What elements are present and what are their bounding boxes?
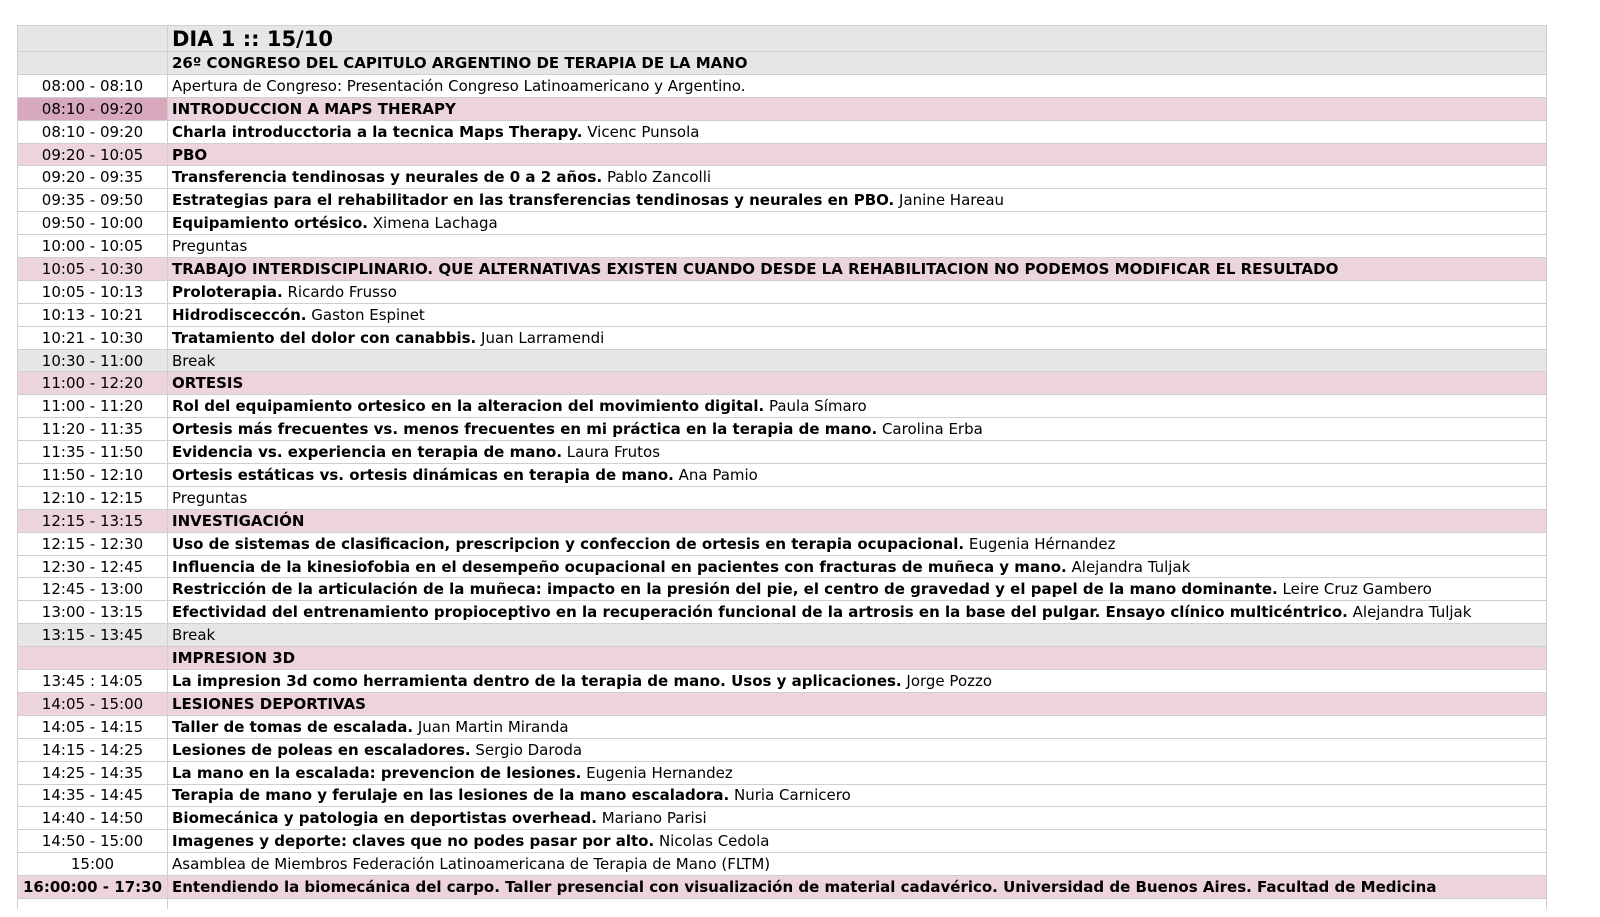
time-cell: 12:30 - 12:45 <box>18 555 168 578</box>
speaker-name: Ricardo Frusso <box>282 282 397 301</box>
session-title: Terapia de mano y ferulaje en las lesiones de la mano escaladora. <box>172 786 730 805</box>
session-title: Ortesis más frecuentes vs. menos frecuentes en mi práctica en la terapia de mano. <box>172 420 878 439</box>
schedule-row <box>18 303 1547 326</box>
content-cell <box>168 303 1547 326</box>
session-title: Restricción de la articulación de la muñeca: impacto en la presión del pie, el centro de gravedad y el papel de la mano dominante. <box>172 580 1278 599</box>
content-cell <box>168 418 1547 441</box>
schedule-row <box>18 486 1547 509</box>
time-cell: 11:00 - 12:20 <box>18 372 168 395</box>
schedule-row <box>18 441 1547 464</box>
time-cell: 14:35 - 14:45 <box>18 784 168 807</box>
schedule-row <box>18 326 1547 349</box>
time-cell: 11:00 - 11:20 <box>18 395 168 418</box>
session-title: PBO <box>172 145 208 164</box>
schedule-row <box>18 280 1547 303</box>
session-title: Ortesis estáticas vs. ortesis dinámicas en terapia de mano. <box>172 465 674 484</box>
time-cell: 10:05 - 10:13 <box>18 280 168 303</box>
content-cell <box>168 830 1547 853</box>
content-cell <box>168 143 1547 166</box>
time-cell: 14:15 - 14:25 <box>18 738 168 761</box>
content-cell <box>168 898 1547 909</box>
schedule-row <box>18 120 1547 143</box>
content-cell <box>168 670 1547 693</box>
speaker-name: Eugenia Hernandez <box>581 763 733 782</box>
schedule-row <box>18 212 1547 235</box>
speaker-name: Juan Larramendi <box>476 328 605 347</box>
section-row <box>18 647 1547 670</box>
session-text: Break <box>172 351 216 370</box>
schedule-row <box>18 670 1547 693</box>
break-row <box>18 349 1547 372</box>
section-row <box>18 692 1547 715</box>
time-cell: 09:20 - 09:35 <box>18 166 168 189</box>
time-cell: 12:15 - 12:30 <box>18 532 168 555</box>
session-title: Efectividad del entrenamiento propioceptivo en la recuperación funcional de la artrosis en la base del pulgar. Ensayo clínico multicéntrico. <box>172 603 1348 622</box>
section-row <box>18 97 1547 120</box>
schedule-row <box>18 807 1547 830</box>
time-cell: 12:10 - 12:15 <box>18 486 168 509</box>
time-cell: 09:50 - 10:00 <box>18 212 168 235</box>
content-cell <box>168 784 1547 807</box>
session-text: Preguntas <box>172 488 248 507</box>
speaker-name: Leire Cruz Gambero <box>1277 580 1432 599</box>
content-cell <box>168 258 1547 281</box>
speaker-name: Jorge Pozzo <box>901 671 993 690</box>
speaker-name: Carolina Erba <box>877 420 983 439</box>
session-title: Evidencia vs. experiencia en terapia de mano. <box>172 443 563 462</box>
content-cell <box>168 280 1547 303</box>
content-cell <box>168 74 1547 97</box>
time-cell: 11:20 - 11:35 <box>18 418 168 441</box>
content-cell <box>168 761 1547 784</box>
session-text: Apertura de Congreso: Presentación Congreso Latinoamericano y Argentino. <box>172 76 746 95</box>
session-title: Equipamiento ortésico. <box>172 214 368 233</box>
session-title: Tratamiento del dolor con canabbis. <box>172 328 477 347</box>
session-title: Imagenes y deporte: claves que no podes pasar por alto. <box>172 832 655 851</box>
session-title: Lesiones de poleas en escaladores. <box>172 740 471 759</box>
congress-title: 26º CONGRESO DEL CAPITULO ARGENTINO DE TERAPIA DE LA MANO <box>168 52 1547 75</box>
session-title: La impresion 3d como herramienta dentro de la terapia de mano. Usos y aplicaciones. <box>172 671 902 690</box>
schedule-row <box>18 853 1547 876</box>
speaker-name: Alejandra Tuljak <box>1347 603 1472 622</box>
time-cell: 11:35 - 11:50 <box>18 441 168 464</box>
time-cell: 15:00 <box>18 853 168 876</box>
time-cell: 13:15 - 13:45 <box>18 624 168 647</box>
session-title: La mano en la escalada: prevencion de lesiones. <box>172 763 582 782</box>
time-cell: 08:10 - 09:20 <box>18 97 168 120</box>
session-title: TRABAJO INTERDISCIPLINARIO. QUE ALTERNATIVAS EXISTEN CUANDO DESDE LA REHABILITACION NO PODEMOS MODIFICAR EL RESULTADO <box>172 259 1339 278</box>
time-cell: 10:30 - 11:00 <box>18 349 168 372</box>
session-title: Entendiendo la biomecánica del carpo. Taller presencial con visualización de material cadavérico. Universidad de Buenos Aires. Facultad de Medicina <box>172 878 1437 896</box>
schedule-row <box>18 601 1547 624</box>
content-cell <box>168 166 1547 189</box>
time-cell: 08:00 - 08:10 <box>18 74 168 97</box>
day-title-time-cell <box>18 26 168 52</box>
schedule-row <box>18 555 1547 578</box>
speaker-name: Juan Martin Miranda <box>413 717 569 736</box>
content-cell <box>168 349 1547 372</box>
schedule-row <box>18 166 1547 189</box>
time-cell: 08:10 - 09:20 <box>18 120 168 143</box>
session-text: Preguntas <box>172 237 248 256</box>
time-cell: 12:15 - 13:15 <box>18 509 168 532</box>
congress-title-row <box>18 52 1547 75</box>
content-cell <box>168 486 1547 509</box>
time-cell: 14:25 - 14:35 <box>18 761 168 784</box>
time-cell: 09:20 - 10:05 <box>18 143 168 166</box>
content-cell <box>168 235 1547 258</box>
schedule-row <box>18 715 1547 738</box>
schedule-body <box>18 26 1547 909</box>
content-cell <box>168 395 1547 418</box>
trailing-empty-row <box>18 898 1547 909</box>
schedule-row <box>18 830 1547 853</box>
content-cell <box>168 464 1547 487</box>
speaker-name: Nicolas Cedola <box>654 832 770 851</box>
session-text: Break <box>172 626 216 645</box>
speaker-name: Janine Hareau <box>894 191 1005 210</box>
content-cell <box>168 97 1547 120</box>
session-title: Estrategias para el rehabilitador en las transferencias tendinosas y neurales en PBO. <box>172 191 895 210</box>
content-cell <box>168 189 1547 212</box>
congress-title-time-cell <box>18 52 168 75</box>
content-cell <box>168 441 1547 464</box>
time-cell: 14:50 - 15:00 <box>18 830 168 853</box>
session-title: LESIONES DEPORTIVAS <box>172 694 366 713</box>
session-title: Influencia de la kinesiofobia en el desempeño ocupacional en pacientes con fracturas de muñeca y mano. <box>172 557 1067 576</box>
speaker-name: Ximena Lachaga <box>368 214 498 233</box>
content-cell <box>168 578 1547 601</box>
session-title: Charla introducctoria a la tecnica Maps Therapy. <box>172 122 583 141</box>
schedule-row <box>18 74 1547 97</box>
time-cell: 13:45 : 14:05 <box>18 670 168 693</box>
time-cell: 10:13 - 10:21 <box>18 303 168 326</box>
content-cell <box>168 120 1547 143</box>
speaker-name: Alejandra Tuljak <box>1066 557 1191 576</box>
session-title: INVESTIGACIÓN <box>172 511 305 530</box>
time-cell: 14:05 - 15:00 <box>18 692 168 715</box>
time-cell <box>18 898 168 909</box>
time-cell: 13:00 - 13:15 <box>18 601 168 624</box>
speaker-name: Vicenc Punsola <box>582 122 700 141</box>
section-row <box>18 143 1547 166</box>
content-cell <box>168 647 1547 670</box>
speaker-name: Paula Símaro <box>764 397 867 416</box>
session-title: Taller de tomas de escalada. <box>172 717 414 736</box>
content-cell <box>168 807 1547 830</box>
session-title: Uso de sistemas de clasificacion, prescripcion y confeccion de ortesis en terapia ocupacional. <box>172 534 965 553</box>
content-cell <box>168 876 1547 899</box>
speaker-name: Mariano Parisi <box>596 809 707 828</box>
time-cell: 10:00 - 10:05 <box>18 235 168 258</box>
session-title: Rol del equipamiento ortesico en la alteracion del movimiento digital. <box>172 397 765 416</box>
content-cell <box>168 624 1547 647</box>
schedule-row <box>18 532 1547 555</box>
speaker-name: Nuria Carnicero <box>729 786 851 805</box>
time-cell <box>18 647 168 670</box>
section-row <box>18 372 1547 395</box>
session-title: Transferencia tendinosas y neurales de 0 a 2 años. <box>172 168 603 187</box>
time-cell: 10:21 - 10:30 <box>18 326 168 349</box>
schedule-row <box>18 761 1547 784</box>
content-cell <box>168 326 1547 349</box>
schedule-row <box>18 189 1547 212</box>
speaker-name: Gaston Espinet <box>306 305 425 324</box>
day-title-row <box>18 26 1547 52</box>
content-cell <box>168 692 1547 715</box>
break-row <box>18 624 1547 647</box>
speaker-name: Ana Pamio <box>673 465 758 484</box>
session-title: IMPRESION 3D <box>172 649 296 668</box>
time-cell: 10:05 - 10:30 <box>18 258 168 281</box>
schedule-table <box>17 25 1547 909</box>
time-cell: 12:45 - 13:00 <box>18 578 168 601</box>
session-title: INTRODUCCION A MAPS THERAPY <box>172 99 456 118</box>
schedule-row <box>18 876 1547 899</box>
section-row <box>18 258 1547 281</box>
day-title: DIA 1 :: 15/10 <box>168 26 1547 52</box>
schedule-row <box>18 464 1547 487</box>
session-title: Biomecánica y patologia en deportistas overhead. <box>172 809 597 828</box>
schedule-row <box>18 738 1547 761</box>
time-cell: 16:00:00 - 17:30 <box>18 876 168 899</box>
section-row <box>18 509 1547 532</box>
content-cell <box>168 555 1547 578</box>
speaker-name: Pablo Zancolli <box>602 168 712 187</box>
session-title: Hidrodisceccón. <box>172 305 307 324</box>
speaker-name: Sergio Daroda <box>470 740 583 759</box>
time-cell: 09:35 - 09:50 <box>18 189 168 212</box>
time-cell: 14:40 - 14:50 <box>18 807 168 830</box>
content-cell <box>168 853 1547 876</box>
content-cell <box>168 532 1547 555</box>
schedule-row <box>18 578 1547 601</box>
speaker-name: Laura Frutos <box>562 443 661 462</box>
time-cell: 11:50 - 12:10 <box>18 464 168 487</box>
content-cell <box>168 601 1547 624</box>
content-cell <box>168 738 1547 761</box>
session-title: Proloterapia. <box>172 282 283 301</box>
schedule-row <box>18 235 1547 258</box>
schedule-row <box>18 418 1547 441</box>
content-cell <box>168 212 1547 235</box>
content-cell <box>168 715 1547 738</box>
content-cell <box>168 509 1547 532</box>
time-cell: 14:05 - 14:15 <box>18 715 168 738</box>
speaker-name: Eugenia Hérnandez <box>964 534 1116 553</box>
schedule-row <box>18 395 1547 418</box>
session-text: Asamblea de Miembros Federación Latinoamericana de Terapia de Mano (FLTM) <box>172 855 771 874</box>
content-cell <box>168 372 1547 395</box>
schedule-row <box>18 784 1547 807</box>
session-title: ORTESIS <box>172 374 244 393</box>
